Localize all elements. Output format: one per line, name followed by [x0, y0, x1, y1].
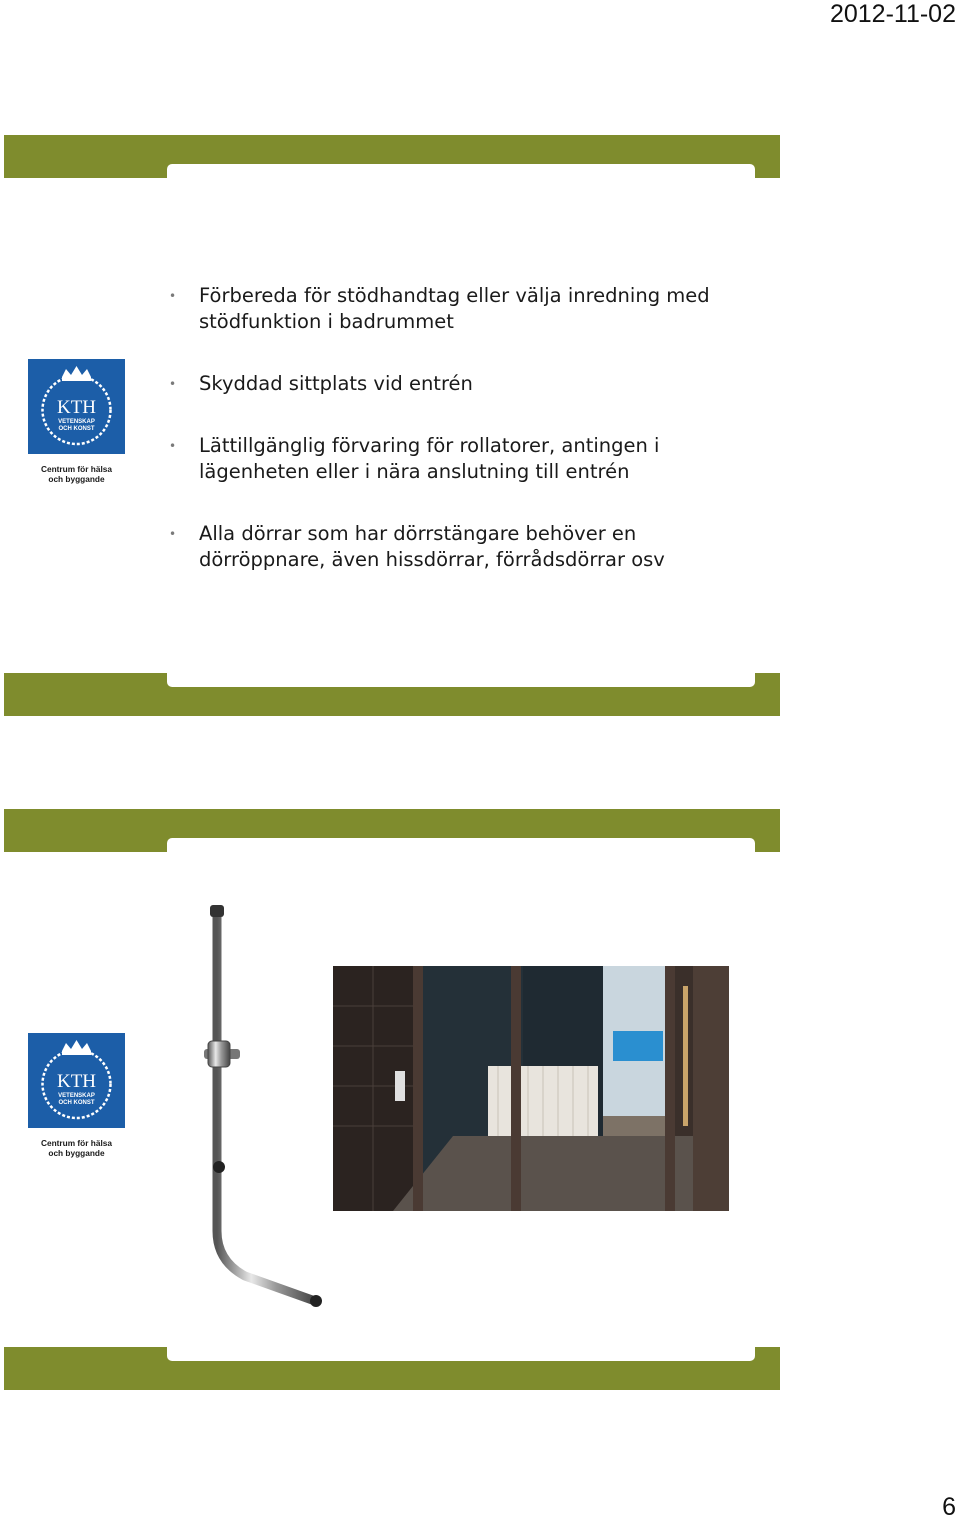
svg-text:VETENSKAP: VETENSKAP — [58, 1093, 95, 1099]
kth-logo — [28, 359, 125, 484]
bullet-item: • Alla dörrar som har dörrstängare behöver en dörröppnare, även hissdörrar, förrådsdörrar osv — [167, 521, 767, 573]
bullet-item: • Förbereda för stödhandtag eller välja inredning med stödfunktion i badrummet — [167, 283, 767, 335]
slide-top-band — [4, 809, 780, 852]
logo-caption: Centrum för hälsa och byggande — [41, 1138, 112, 1158]
bullet-item: • Lättillgänglig förvaring för rollatorer, antingen i lägenheten eller i nära anslutning till entrén — [167, 433, 767, 485]
slide-1 — [4, 135, 780, 716]
kth-logo-mark — [28, 359, 125, 454]
entrance-door-photo — [333, 966, 729, 1211]
slide-2 — [4, 809, 780, 1390]
kth-wordmark: KTH — [56, 1071, 97, 1092]
bullet-item: • Skyddad sittplats vid entrén — [167, 371, 767, 397]
svg-text:VETENSKAP: VETENSKAP — [58, 419, 95, 425]
grab-bar-photo — [190, 901, 330, 1311]
kth-logo — [28, 1033, 125, 1158]
logo-caption: Centrum för hälsa och byggande — [41, 464, 112, 484]
kth-logo-mark — [28, 1033, 125, 1128]
bullet-list — [167, 283, 767, 609]
page-number: 6 — [942, 1493, 956, 1521]
date-header: 2012-11-02 — [829, 0, 956, 28]
slide-bottom-band — [4, 673, 780, 716]
kth-wordmark: KTH — [56, 397, 97, 418]
svg-text:OCH KONST: OCH KONST — [58, 426, 95, 432]
slide-bottom-band — [4, 1347, 780, 1390]
svg-text:OCH KONST: OCH KONST — [58, 1100, 95, 1106]
slide-top-band — [4, 135, 780, 178]
